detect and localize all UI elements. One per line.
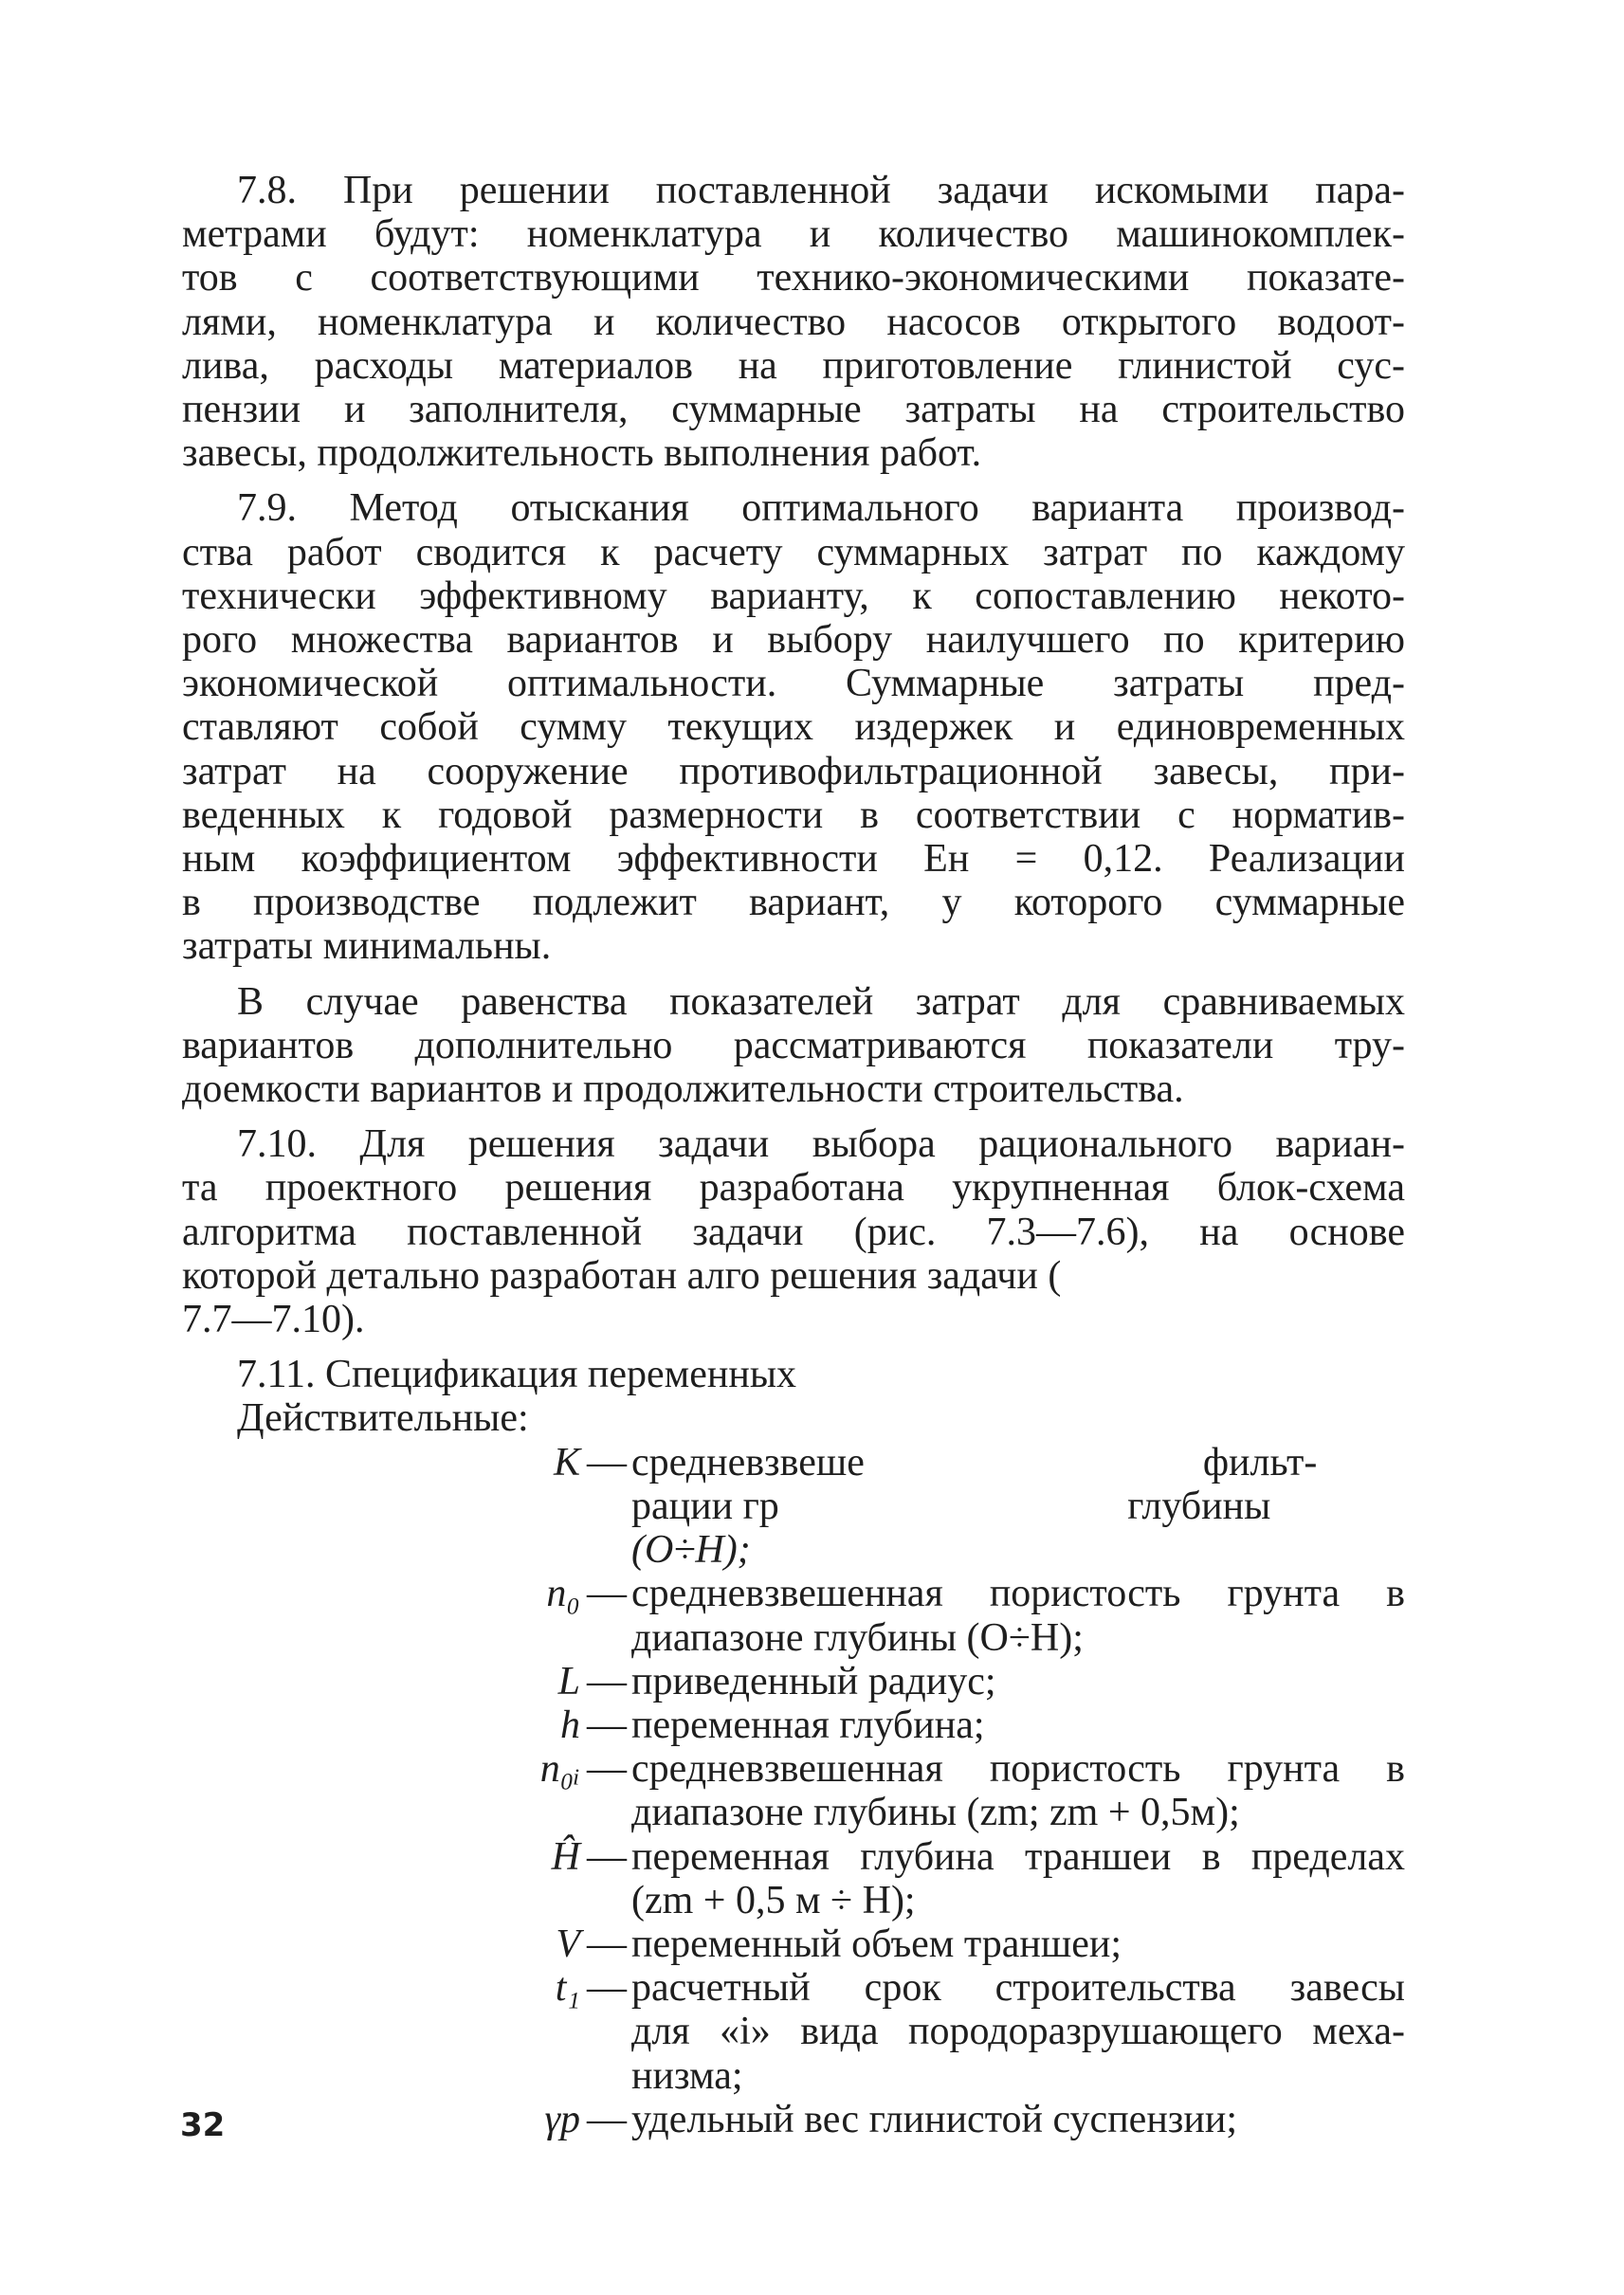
text-line: рации гр глубины — [631, 1484, 1271, 1528]
definition-item — [182, 1441, 1405, 1573]
definition-dash: — — [587, 1572, 627, 1616]
definition-dash: — — [587, 1659, 627, 1703]
definition-text — [584, 1966, 1405, 2098]
paragraph-7-10 — [182, 1122, 1405, 1341]
definition-item — [182, 1660, 1405, 1703]
text-line: веденных к годовой размерности в соответствии с норматив- — [182, 792, 1405, 837]
text-line: диапазоне глубины (zm; zm + 0,5м); — [631, 1791, 1240, 1835]
definition-dash: — — [587, 1440, 627, 1484]
definition-symbol: Ĥ — [551, 1834, 580, 1879]
text-line: экономической оптимальности. Суммарные затраты пред- — [182, 662, 1405, 706]
definition-dash: — — [587, 1703, 627, 1747]
text-line: которой детально разработан алго решения задачи ( — [182, 1253, 1062, 1298]
text-line: средневзвешенная пористость грунта в — [631, 1747, 1405, 1792]
definition-item — [182, 1966, 1405, 2098]
definition-item — [182, 2098, 1405, 2141]
definition-symbol: K — [553, 1440, 580, 1484]
text-line: лива, расходы материалов на приготовление глинистой сус- — [182, 343, 1405, 388]
definition-dash: — — [587, 1834, 627, 1879]
text-line: 7.9. Метод отыскания оптимального варианта производ- — [237, 486, 1405, 531]
text-line: приведенный радиус; — [631, 1659, 996, 1703]
text-line: ным коэффициентом эффективности Eн = 0,12. Реализации — [182, 837, 1405, 882]
definition-symbol: n₀ᵢ — [539, 1747, 580, 1792]
definition-text — [584, 1703, 1405, 1747]
definition-dash: — — [587, 1922, 627, 1966]
spec-subheading: Действительные: — [237, 1396, 529, 1441]
text-line: завесы, продолжительность выполнения работ. — [182, 431, 982, 476]
page-number: 32 — [180, 2106, 226, 2144]
variable-definitions — [182, 1441, 1405, 2141]
definition-item — [182, 1703, 1405, 1747]
text-line: пензии и заполнителя, суммарные затраты на строительство — [182, 388, 1405, 432]
text-line: вариантов дополнительно рассматриваются показатели тру- — [182, 1023, 1405, 1067]
definition-symbol: t₁ — [555, 1966, 580, 2011]
text-line: доемкости вариантов и продолжительности строительства. — [182, 1067, 1184, 1112]
definition-text — [584, 1441, 1405, 1573]
text-line: (zm + 0,5 м ÷ H); — [631, 1878, 916, 1922]
definition-symbol: V — [556, 1922, 580, 1966]
spec-heading: 7.11. Спецификация переменных — [237, 1353, 797, 1397]
body-text — [182, 169, 1405, 2141]
text-line: рого множества вариантов и выбору наилучшего по критерию — [182, 618, 1405, 663]
text-line: 7.8. При решении поставленной задачи искомыми пара- — [237, 169, 1405, 212]
text-line: расчетный срок строительства завесы — [631, 1966, 1405, 2011]
definition-dash: — — [587, 1747, 627, 1792]
text-line: средневзвеше фильт- — [631, 1440, 1318, 1484]
text-line: переменный объем траншеи; — [631, 1922, 1122, 1966]
definition-symbol: γр — [544, 2097, 580, 2141]
definition-text — [584, 2098, 1405, 2141]
text-line: затрат на сооружение противофильтрационной завесы, при- — [182, 749, 1405, 793]
spec-heading-block — [182, 1353, 1405, 1440]
text-line: ставляют собой сумму текущих издержек и единовременных — [182, 705, 1405, 750]
text-line: лями, номенклатура и количество насосов открытого водоот- — [182, 300, 1405, 344]
definition-text — [584, 1922, 1405, 1966]
text-line: для «i» вида породоразрушающего меха- — [631, 2010, 1405, 2054]
text-line: низма; — [631, 2053, 743, 2098]
definition-item — [182, 1922, 1405, 1966]
text-line: затраты минимальны. — [182, 924, 552, 969]
definition-item — [182, 1572, 1405, 1659]
definition-text — [584, 1572, 1405, 1659]
definition-symbol: L — [557, 1659, 580, 1703]
text-line: та проектного решения разработана укрупненная блок-схема — [182, 1166, 1405, 1211]
text-line: диапазоне глубины (O÷H); — [631, 1615, 1084, 1660]
definition-symbol: h — [560, 1703, 580, 1747]
text-line: ства работ сводится к расчету суммарных затрат по каждому — [182, 530, 1405, 574]
text-line: алгоритма поставленной задачи (рис. 7.3—7.6), на основе — [182, 1210, 1405, 1254]
definition-text — [584, 1835, 1405, 1922]
text-line: (O÷H); — [631, 1528, 751, 1573]
text-line: в производстве подлежит вариант, у которого суммарные — [182, 881, 1405, 925]
definition-item — [182, 1747, 1405, 1834]
definition-dash: — — [587, 2097, 627, 2141]
definition-text — [584, 1660, 1405, 1703]
text-line: средневзвешенная пористость грунта в — [631, 1572, 1405, 1616]
text-line: метрами будут: номенклатура и количество машинокомплек- — [182, 212, 1405, 257]
paragraph-7-9 — [182, 486, 1405, 968]
definition-item — [182, 1835, 1405, 1922]
paragraph-equality — [182, 980, 1405, 1112]
text-line: 7.7—7.10). — [182, 1298, 365, 1342]
text-line: переменная глубина траншеи в пределах — [631, 1834, 1405, 1879]
text-line: 7.10. Для решения задачи выбора рационального вариан- — [237, 1122, 1405, 1167]
definition-symbol: n₀ — [546, 1572, 580, 1616]
definition-dash: — — [587, 1966, 627, 2011]
paragraph-7-8 — [182, 169, 1405, 475]
definition-text — [584, 1747, 1405, 1834]
text-line: удельный вес глинистой суспензии; — [631, 2097, 1238, 2141]
text-line: тов с соответствующими технико-экономическими показате- — [182, 256, 1405, 301]
text-line: В случае равенства показателей затрат для сравниваемых — [237, 979, 1405, 1024]
text-line: переменная глубина; — [631, 1703, 985, 1747]
text-line: технически эффективному варианту, к сопоставлению некото- — [182, 574, 1405, 618]
